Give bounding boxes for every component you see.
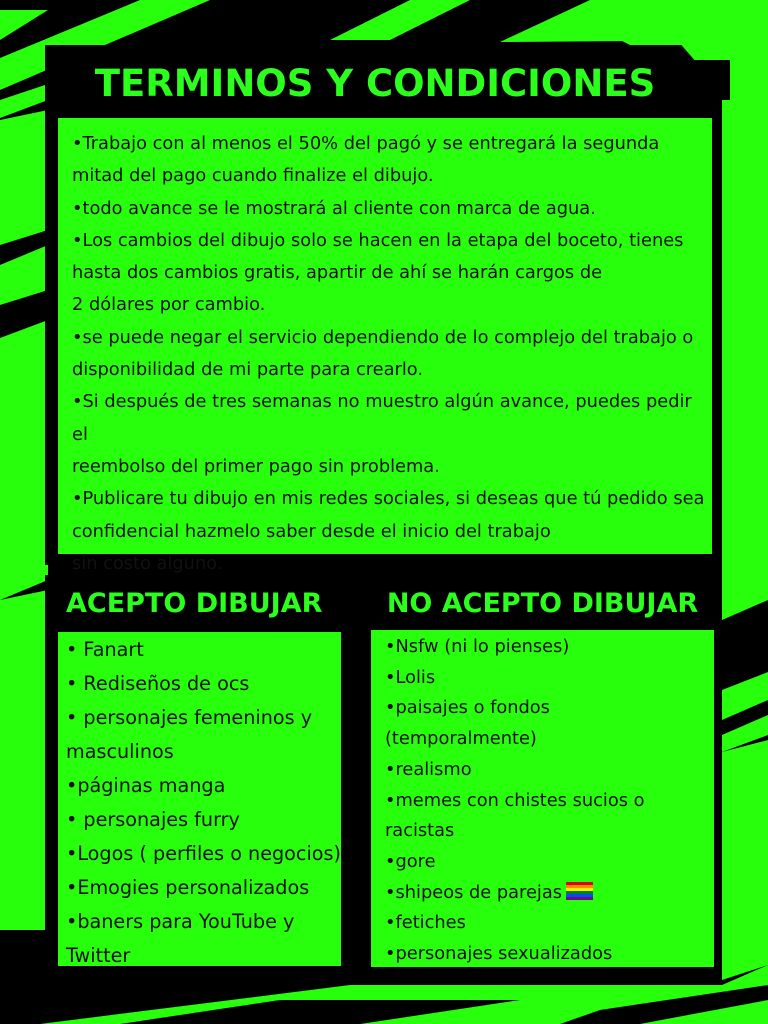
terms-title: TERMINOS Y CONDICIONES <box>94 62 656 105</box>
reject-list-text-a: •Nsfw (ni lo pienses) •Lolis •paisajes o fondos (temporalmente) •realismo •memes con chistes sucios o racistas •gore •shipeos de parejas <box>385 636 645 903</box>
reject-list <box>385 632 710 970</box>
rainbow-flag-icon <box>566 882 593 900</box>
accept-list: • Fanart • Rediseños de ocs • personajes femeninos y masculinos •páginas manga • personajes furry •Logos ( perfiles o negocios) •Emogies personalizados •baners para YouTube y Twitter <box>66 638 342 967</box>
reject-list-text-b: •fetiches •personajes sexualizados <box>385 912 613 965</box>
terms-body-text: •Trabajo con al menos el 50% del pagó y se entregará la segunda mitad del pago cuando finalize el dibujo. •todo avance se le mostrará al cliente con marca de agua. •Los cambios del dibujo solo se hacen en la etapa del boceto, tienes hasta dos cambios gratis, apartir de ahí se harán cargos de 2 dólares por cambio. •se puede negar el servicio dependiendo de lo complejo del trabajo o disponibilidad de mi parte para crearlo. •Si después de tres semanas no muestro algún avance, puedes pedir el reembolso del primer pago sin problema. •Publicare tu dibujo en mis redes sociales, si deseas que tú pedido sea confidencial hazmelo saber desde el inicio del trabajo sin costo alguno. <box>72 133 705 574</box>
accept-title: ACEPTO DIBUJAR <box>66 588 323 619</box>
reject-title: NO ACEPTO DIBUJAR <box>386 588 699 619</box>
